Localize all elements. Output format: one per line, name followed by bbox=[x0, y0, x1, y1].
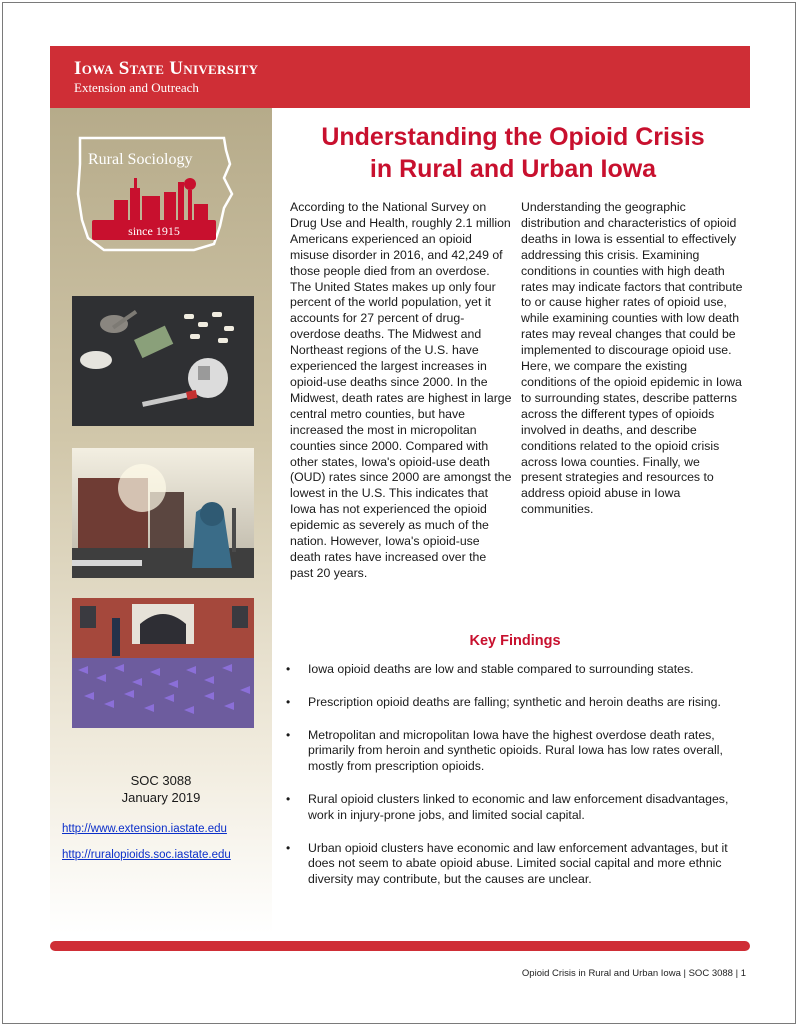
extension-website-link[interactable]: http://www.extension.iastate.edu bbox=[62, 823, 227, 835]
finding-text: Urban opioid clusters have economic and law enforcement advantages, but it does not seem to abate opioid abuse. Limited social capital and more ethnic diversity may contribute, but the causes are unclear. bbox=[308, 840, 728, 887]
extension-unit-name: Extension and Outreach bbox=[74, 80, 199, 95]
rural-opioids-website-link[interactable]: http://ruralopioids.soc.iastate.edu bbox=[62, 849, 231, 861]
bullet-icon: • bbox=[286, 694, 291, 709]
list-item bbox=[286, 662, 746, 678]
finding-text: Prescription opioid deaths are falling; synthetic and heroin deaths are rising. bbox=[308, 694, 721, 709]
finding-text: Rural opioid clusters linked to economic and law enforcement disadvantages, work in injury-prone jobs, and limited social capital. bbox=[308, 791, 729, 822]
logo-bottom-text: since 1915 bbox=[128, 224, 180, 238]
list-item bbox=[286, 695, 746, 711]
logo-top-text: Rural Sociology bbox=[88, 151, 193, 168]
list-item bbox=[286, 728, 746, 775]
bullet-icon: • bbox=[286, 727, 291, 742]
bullet-icon: • bbox=[286, 791, 291, 806]
list-item bbox=[286, 792, 746, 824]
drug-paraphernalia-photo bbox=[72, 296, 254, 426]
finding-text: Iowa opioid deaths are low and stable compared to surrounding states. bbox=[308, 662, 694, 676]
intro-paragraph-right: Understanding the geographic distribution and characteristics of opioid deaths in Iowa is essential to effectively addressing this crisis. Examining conditions in counties with high death rates may indicate factors that contribute to or cause higher rates of opioid use, while examining counties with low death rates may reveal changes that could be implemented to discourage opioid use. Here, we compare the existing conditions of the opioid epidemic in Iowa to surrounding states, describe patterns across the different types of opioids involved in deaths, and describe conditions related to the opioid crisis across Iowa counties. Finally, we present strategies and resources to address opioid abuse in Iowa communities. bbox=[521, 200, 743, 517]
course-code: SOC 3088 bbox=[130, 773, 192, 788]
bullet-icon: • bbox=[286, 840, 291, 855]
footer-divider bbox=[50, 941, 750, 951]
page-title bbox=[278, 121, 748, 185]
publication-date: January 2019 bbox=[121, 790, 201, 805]
street-scene-photo bbox=[72, 448, 254, 578]
key-findings-heading: Key Findings bbox=[469, 633, 561, 649]
rural-sociology-logo bbox=[74, 134, 234, 256]
key-findings-list bbox=[286, 662, 746, 905]
finding-text: Metropolitan and micropolitan Iowa have the highest overdose death rates, primarily from heroin and synthetic opioids. Rural Iowa has low rates overall, mostly from prescription opioids. bbox=[308, 727, 723, 774]
page-footer: Opioid Crisis in Rural and Urban Iowa | SOC 3088 | 1 bbox=[521, 968, 746, 979]
sidebar bbox=[50, 108, 272, 934]
title-line-1: Understanding the Opioid Crisis bbox=[321, 123, 705, 151]
purple-flags-memorial-photo bbox=[72, 598, 254, 728]
university-name: Iowa State University bbox=[74, 58, 259, 79]
header-banner bbox=[50, 46, 750, 108]
intro-paragraph-left: According to the National Survey on Drug Use and Health, roughly 2.1 million Americans experienced an opioid misuse disorder in 2016, and 42,249 of those people died from an overdose. The United States makes up only four percent of the world population, yet it accounts for 27 percent of drug-overdose deaths. The Midwest and Northeast regions of the U.S. have experienced the largest increases in opioid-use deaths since 2000. In the Midwest, death rates are highest in large central metro counties, but have increased the most in micropolitan counties since 2000. Compared with other states, Iowa's opioid-use death (OUD) rates since 2000 are amongst the lowest in the U.S. This indicates that Iowa has not experienced the opioid epidemic as severely as much of the nation. However, Iowa's opioid-use death rates have increased over the past 20 years. bbox=[290, 200, 512, 580]
bullet-icon: • bbox=[286, 662, 291, 676]
list-item bbox=[286, 841, 746, 888]
title-line-2: in Rural and Urban Iowa bbox=[369, 155, 657, 183]
